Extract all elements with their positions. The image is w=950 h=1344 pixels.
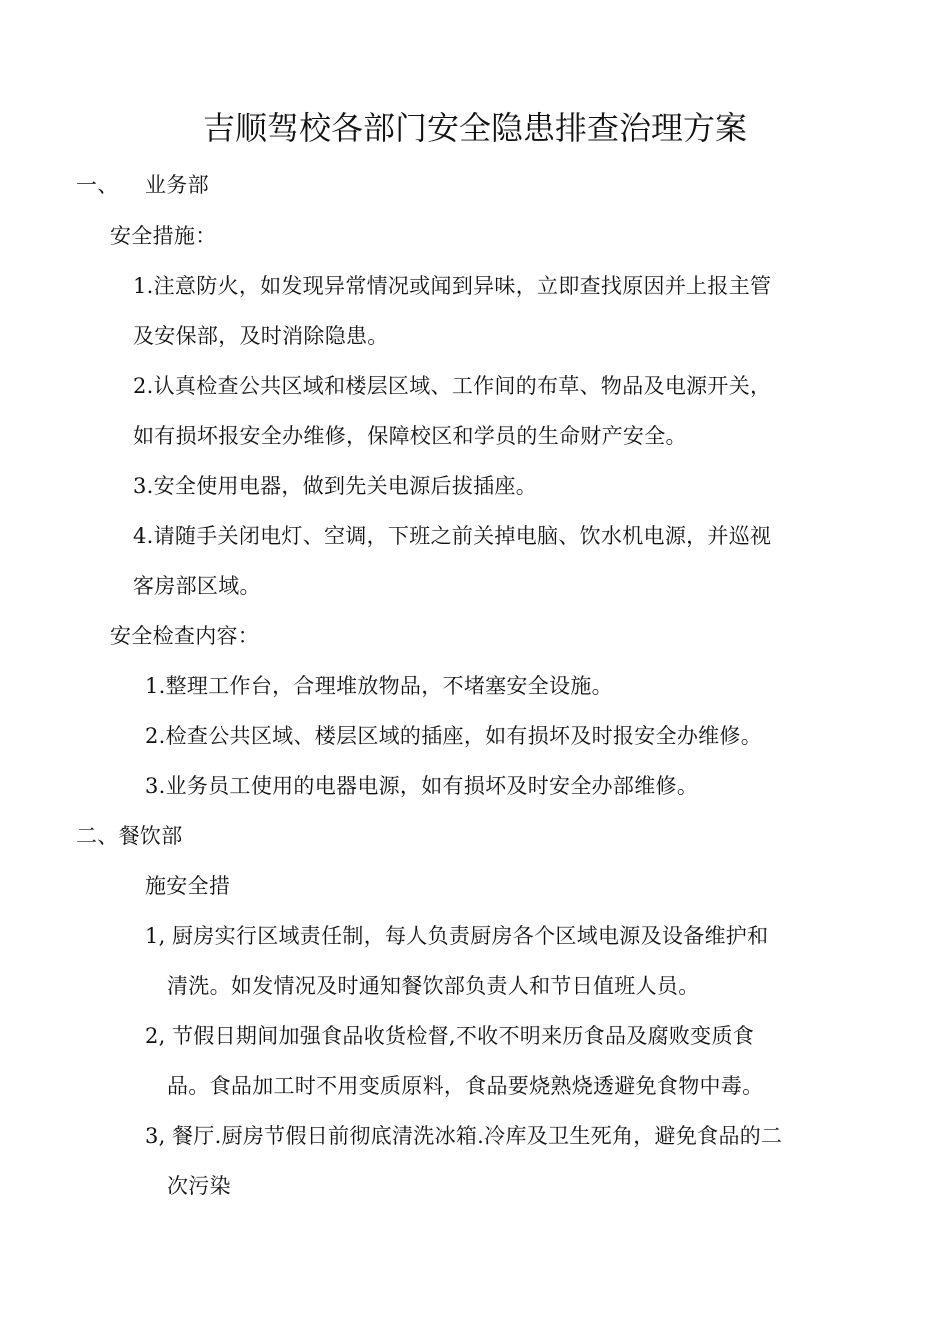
s2-item-3-line-1: 餐厅.厨房节假日前彻底清洗冰箱.冷库及卫生死角，避免食品的二: [172, 1124, 783, 1148]
section-1-heading: 业务部: [145, 173, 209, 197]
section-2-measures-label: 施安全措: [145, 874, 231, 898]
measure-1-line-1: 1.注意防火，如发现异常情况或闻到异味，立即查找原因并上报主管: [133, 274, 772, 298]
document-title: 吉顺驾校各部门安全隐患排查治理方案: [202, 109, 747, 147]
measure-3-line-1: 3.安全使用电器，做到先关电源后拔插座。: [133, 474, 538, 498]
section-1-number: 一、: [76, 173, 119, 197]
measure-2-line-2: 如有损坏报安全办维修，保障校区和学员的生命财产安全。: [133, 424, 687, 448]
section-2-heading: 二、餐饮部: [76, 824, 183, 848]
measure-1-line-2: 及安保部，及时消除隐患。: [133, 324, 389, 348]
measure-4-line-1: 4.请随手关闭电灯、空调，下班之前关掉电脑、饮水机电源，并巡视: [133, 524, 772, 548]
s2-item-3-number: 3,: [145, 1124, 166, 1148]
section-1-measures-label: 安全措施：: [110, 224, 217, 248]
measure-4-line-2: 客房部区域。: [133, 574, 261, 598]
inspection-item-3: 3.业务员工使用的电器电源，如有损坏及时安全办部维修。: [145, 774, 699, 798]
s2-item-3-line-2: 次污染: [167, 1174, 231, 1198]
inspection-item-1: 1.整理工作台，合理堆放物品，不堵塞安全设施。: [145, 674, 613, 698]
s2-item-1-line-1: 厨房实行区域责任制，每人负责厨房各个区域电源及设备维护和: [172, 924, 769, 948]
s2-item-1-line-2: 清洗。如发情况及时通知餐饮部负责人和节日值班人员。: [167, 974, 700, 998]
s2-item-1-number: 1,: [145, 924, 166, 948]
s2-item-2-line-2: 品。食品加工时不用变质原料，食品要烧熟烧透避免食物中毒。: [167, 1074, 764, 1098]
section-1-inspection-label: 安全检查内容：: [110, 624, 260, 648]
s2-item-2-number: 2,: [145, 1024, 166, 1048]
inspection-item-2: 2.检查公共区域、楼层区域的插座，如有损坏及时报安全办维修。: [145, 724, 763, 748]
s2-item-2-line-1: 节假日期间加强食品收货检督,不收不明来历食品及腐败变质食: [172, 1024, 755, 1048]
measure-2-line-1: 2.认真检查公共区域和楼层区域、工作间的布草、物品及电源开关，: [133, 374, 772, 398]
